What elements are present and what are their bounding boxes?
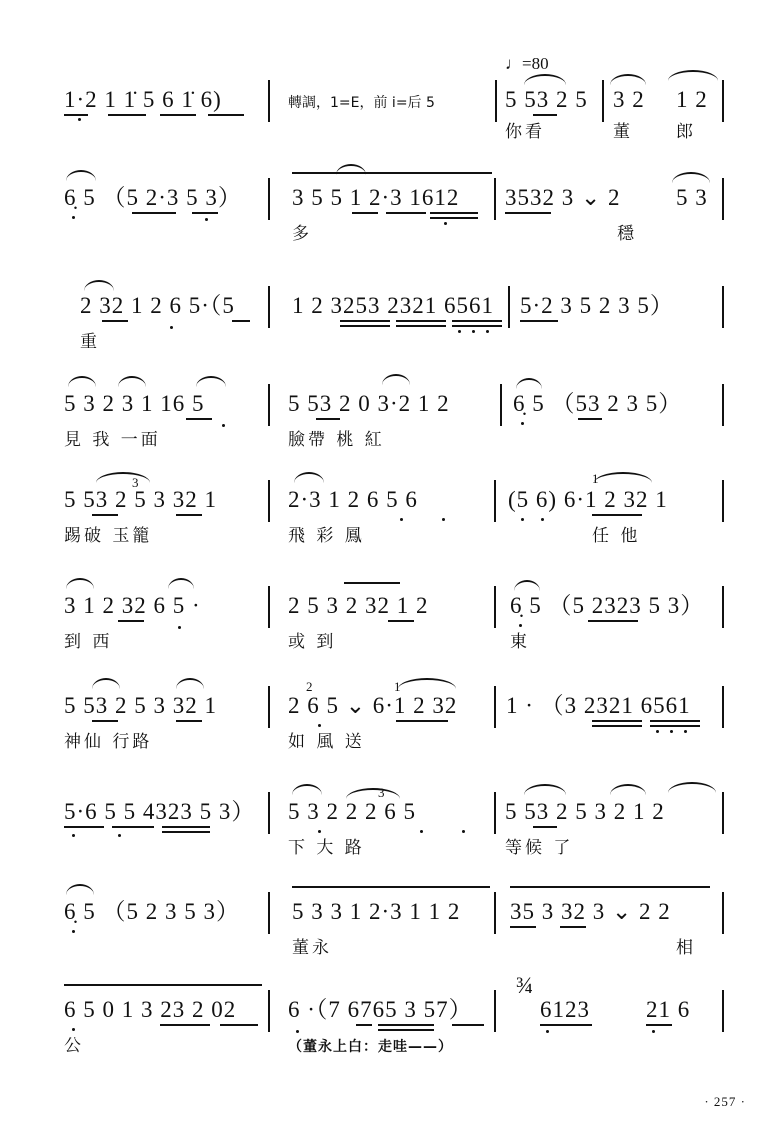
- system-7-grace-1: 1: [394, 679, 402, 694]
- system-4-measure-1-lyrics: 見 我 一面: [64, 430, 161, 450]
- system-6-measure-3-lyrics: 東: [510, 632, 530, 652]
- spoken-direction: （董永上白：走哇——）: [288, 1039, 453, 1055]
- system-8-measure-2-lyrics: 下 大 路: [288, 838, 365, 858]
- system-4-measure-2-notes: 5 53 2 0 3·2 1 2: [288, 391, 450, 416]
- music-system-6: [0, 568, 782, 664]
- system-10-measure-1-notes: 6 5 0 1 3 23 2 02: [64, 997, 237, 1022]
- system-7-measure-2-notes: 2 6 5 ⌄ 6·1 2 32: [288, 693, 458, 718]
- music-system-8: [0, 774, 782, 870]
- system-7-measure-1-lyrics: 神仙 行路: [64, 732, 153, 752]
- system-7-grace-2: 2: [306, 679, 314, 694]
- system-8-triplet-mark: 3: [378, 785, 386, 800]
- system-10-measure-2-notes: 6 ·（7 6765 3 57）: [288, 997, 473, 1022]
- meter-change-mark: ¾: [516, 973, 535, 998]
- system-1-measure-4-lyrics: 郎: [676, 122, 696, 142]
- music-system-5: [0, 462, 782, 558]
- system-5-measure-2-lyrics: 飛 彩 鳳: [288, 526, 365, 546]
- system-6-measure-2-notes: 2 5 3 2 32 1 2: [288, 593, 429, 618]
- system-5-measure-1-notes: 5 53 2 5 3 32 1: [64, 487, 217, 512]
- system-9-measure-2-notes: 5 3 3 1 2·3 1 1 2: [292, 899, 461, 924]
- music-system-4: [0, 366, 782, 462]
- music-system-2: [0, 160, 782, 256]
- system-2-measure-4-notes: 5 3: [676, 185, 708, 210]
- system-2-measure-1-notes: 6̣ 5 （5 2·3 5 3）: [64, 185, 242, 210]
- system-3-measure-1-lyrics: 重: [80, 332, 100, 352]
- system-2-measure-2-lyrics: 多: [292, 224, 312, 244]
- system-5-measure-2-notes: 2·3 1 2 6 5 6: [288, 487, 418, 512]
- system-8-measure-3-notes: 5 53 2 5 3 2 1 2: [505, 799, 665, 824]
- system-6-measure-1-notes: 3 1 2 32 6 5 ·: [64, 593, 201, 618]
- system-1-measure-2-lyrics: 你看: [505, 122, 545, 142]
- system-6-measure-2-lyrics: 或 到: [288, 632, 337, 652]
- music-system-1: [0, 54, 782, 158]
- system-4-measure-3-notes: 6̣ 5 （53 2 3 5）: [513, 391, 683, 416]
- system-10-measure-1-lyrics: 公: [64, 1036, 84, 1056]
- system-2-measure-3-lyrics: 穩: [617, 224, 637, 244]
- music-system-7: [0, 668, 782, 764]
- system-5-measure-3-lyrics: 任 他: [592, 526, 641, 546]
- system-9-measure-3-notes: 35 3 32 3 ⌄ 2 2: [510, 899, 671, 924]
- system-10-measure-3-notes: 6123: [540, 997, 590, 1022]
- system-1-measure-2-notes: 5 53 2 5: [505, 87, 588, 112]
- system-1-measure-4-notes: 1 2: [676, 87, 708, 112]
- system-7-measure-2-lyrics: 如 風 送: [288, 732, 365, 752]
- system-10-measure-4-notes: 21 6: [646, 997, 691, 1022]
- key-signature-note: 轉調，1=E，前 i̇=后 5: [288, 95, 435, 111]
- system-5-measure-3-notes: (5 6) 6·1 2 32 1: [508, 487, 668, 512]
- system-5-grace-mark: 1: [592, 471, 600, 486]
- system-9-measure-3-lyrics: 相: [676, 938, 696, 958]
- system-3-measure-2-notes: 1 2 3253 2321 6561: [292, 293, 494, 318]
- system-8-measure-1-notes: 5·6 5 5 4323 5 3）: [64, 799, 256, 824]
- system-6-measure-1-lyrics: 到 西: [64, 632, 113, 652]
- system-9-measure-1-notes: 6̣ 5 （5 2 3 5 3）: [64, 899, 240, 924]
- system-4-measure-1-notes: 5 3 2 3 1 16 5: [64, 391, 205, 416]
- system-3-measure-3-notes: 5·2 3 5 2 3 5）: [520, 293, 674, 318]
- system-5-measure-1-lyrics: 踢破 玉籠: [64, 526, 153, 546]
- system-7-measure-1-notes: 5 53 2 5 3 32 1: [64, 693, 217, 718]
- system-8-measure-3-lyrics: 等候 了: [505, 838, 574, 858]
- system-2-measure-2-notes: 3 5 5 1 2·3 1612: [292, 185, 460, 210]
- system-7-measure-3-notes: 1 · （3 2321 6561: [506, 693, 691, 718]
- system-1-measure-3-notes: 3 2: [613, 87, 645, 112]
- page-number: · 257 ·: [704, 1094, 746, 1109]
- system-1-measure-1-notes: 1·2 1 1̇ 5 6 1̇ 6): [64, 87, 222, 112]
- system-4-measure-2-lyrics: 臉帶 桃 紅: [288, 430, 385, 450]
- music-system-3: [0, 268, 782, 364]
- tempo-marking: ♩=80: [505, 54, 549, 73]
- music-system-10: [0, 972, 782, 1068]
- system-6-measure-3-notes: 6̣ 5 （5 2323 5 3）: [510, 593, 705, 618]
- system-5-triplet-mark: 3: [132, 475, 140, 490]
- system-1-measure-3-lyrics: 董: [613, 122, 633, 142]
- system-3-measure-1-notes: 2 32 1 2 6 5·（5: [80, 293, 235, 318]
- system-9-measure-2-lyrics: 董永: [292, 938, 332, 958]
- system-8-measure-2-notes: 5 3 2 2 2 6 5: [288, 799, 416, 824]
- system-2-measure-3-notes: 3532 3 ⌄ 2: [505, 185, 621, 210]
- music-system-9: [0, 874, 782, 970]
